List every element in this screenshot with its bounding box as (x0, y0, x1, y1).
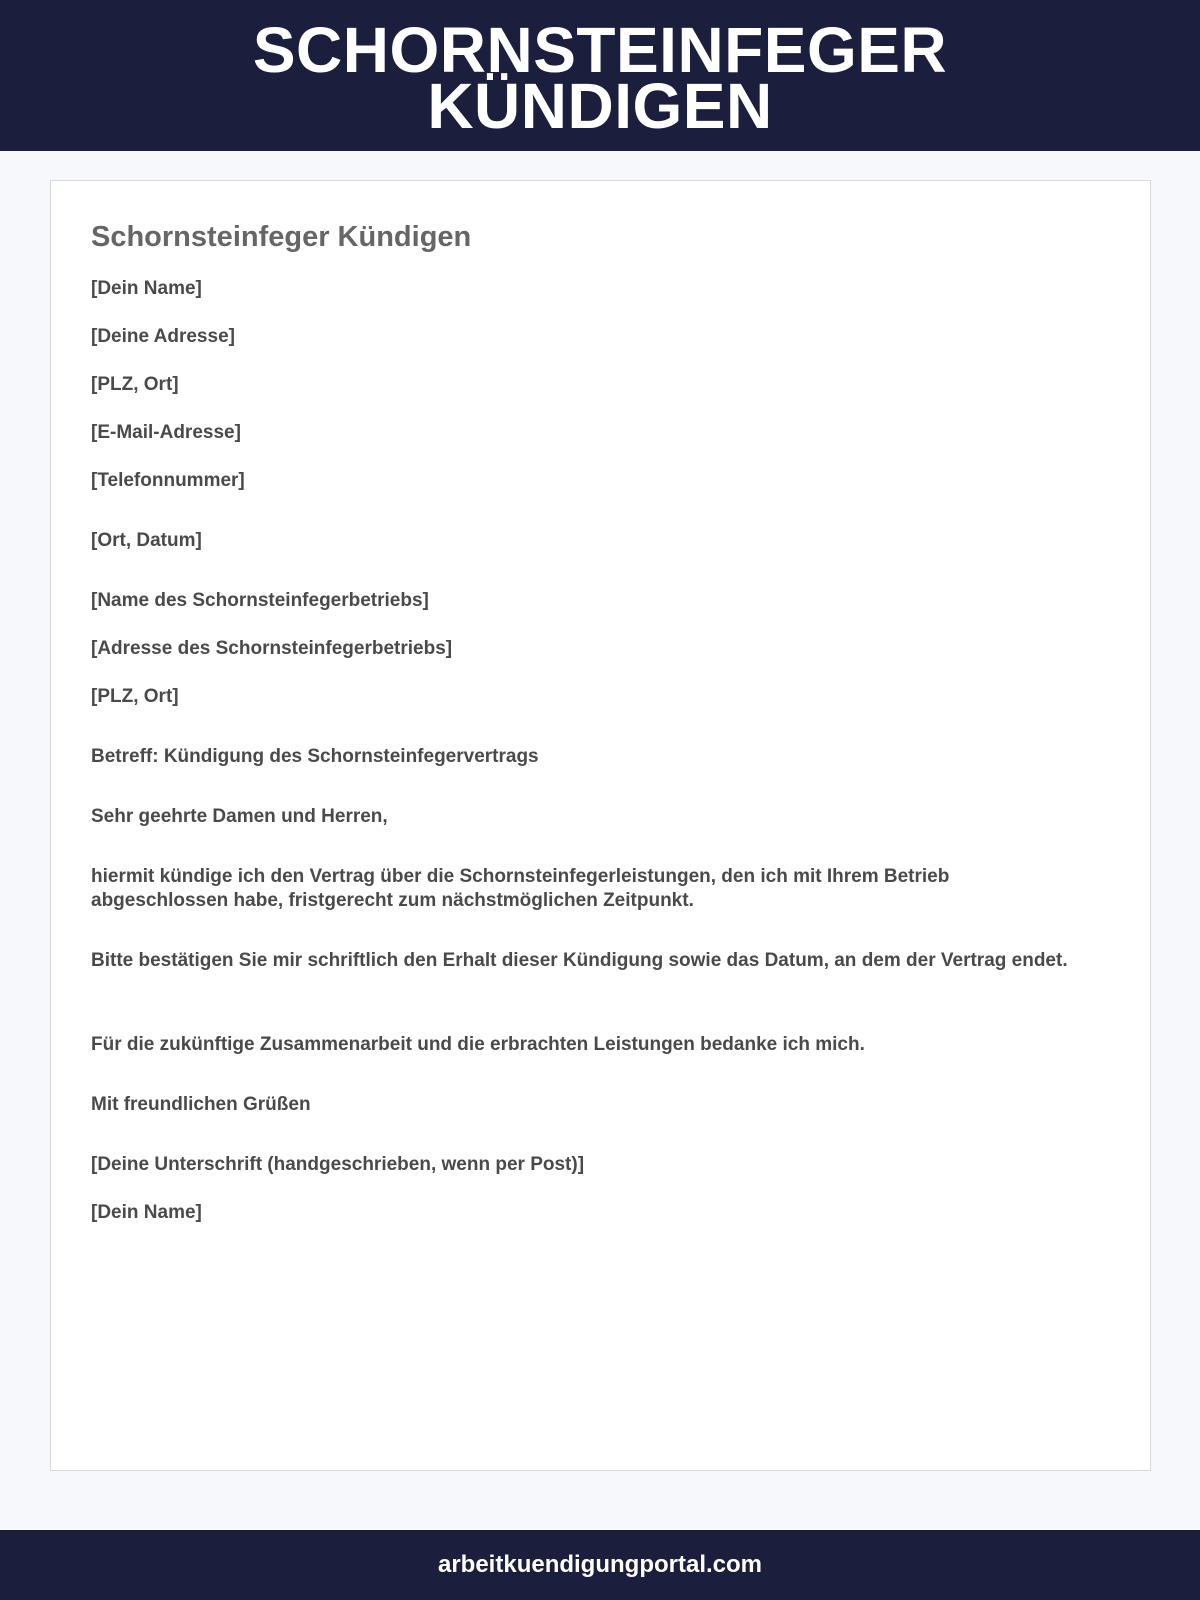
sender-phone: [Telefonnummer] (91, 470, 245, 491)
subject-line: Betreff: Kündigung des Schornsteinfegervertrags (91, 746, 539, 767)
footer-site-name: arbeitkuendigungportal.com (437, 1551, 763, 1578)
recipient-address: [Adresse des Schornsteinfegerbetriebs] (91, 638, 453, 659)
body-paragraph: hiermit kündige ich den Vertrag über die Schornsteinfegerleistungen, den ich mit Ihrem Betrieb abgeschlossen habe, fristgerecht zum nächstmöglichen Zeitpunkt. (91, 866, 950, 911)
place-date: [Ort, Datum] (91, 530, 202, 551)
signature-name: [Dein Name] (91, 1202, 202, 1223)
page-title: SCHORNSTEINFEGER KÜNDIGEN (252, 13, 948, 142)
salutation: Sehr geehrte Damen und Herren, (91, 806, 388, 827)
sender-email: [E-Mail-Adresse] (91, 422, 241, 443)
sender-address: [Deine Adresse] (91, 326, 235, 347)
page-header (0, 0, 1200, 151)
document-title: Schornsteinfeger Kündigen (91, 221, 472, 253)
closing: Mit freundlichen Grüßen (91, 1094, 311, 1115)
page-footer (0, 1530, 1200, 1600)
sender-zip-city: [PLZ, Ort] (91, 374, 179, 395)
sender-name: [Dein Name] (91, 278, 202, 299)
letter-card (50, 180, 1151, 1471)
recipient-name: [Name des Schornsteinfegerbetriebs] (91, 590, 429, 611)
recipient-zip-city: [PLZ, Ort] (91, 686, 179, 707)
signature-placeholder: [Deine Unterschrift (handgeschrieben, wenn per Post)] (91, 1154, 585, 1175)
body-paragraph: Bitte bestätigen Sie mir schriftlich den Erhalt dieser Kündigung sowie das Datum, an dem der Vertrag endet. (91, 950, 1068, 971)
body-paragraph: Für die zukünftige Zusammenarbeit und die erbrachten Leistungen bedanke ich mich. (91, 1034, 865, 1055)
